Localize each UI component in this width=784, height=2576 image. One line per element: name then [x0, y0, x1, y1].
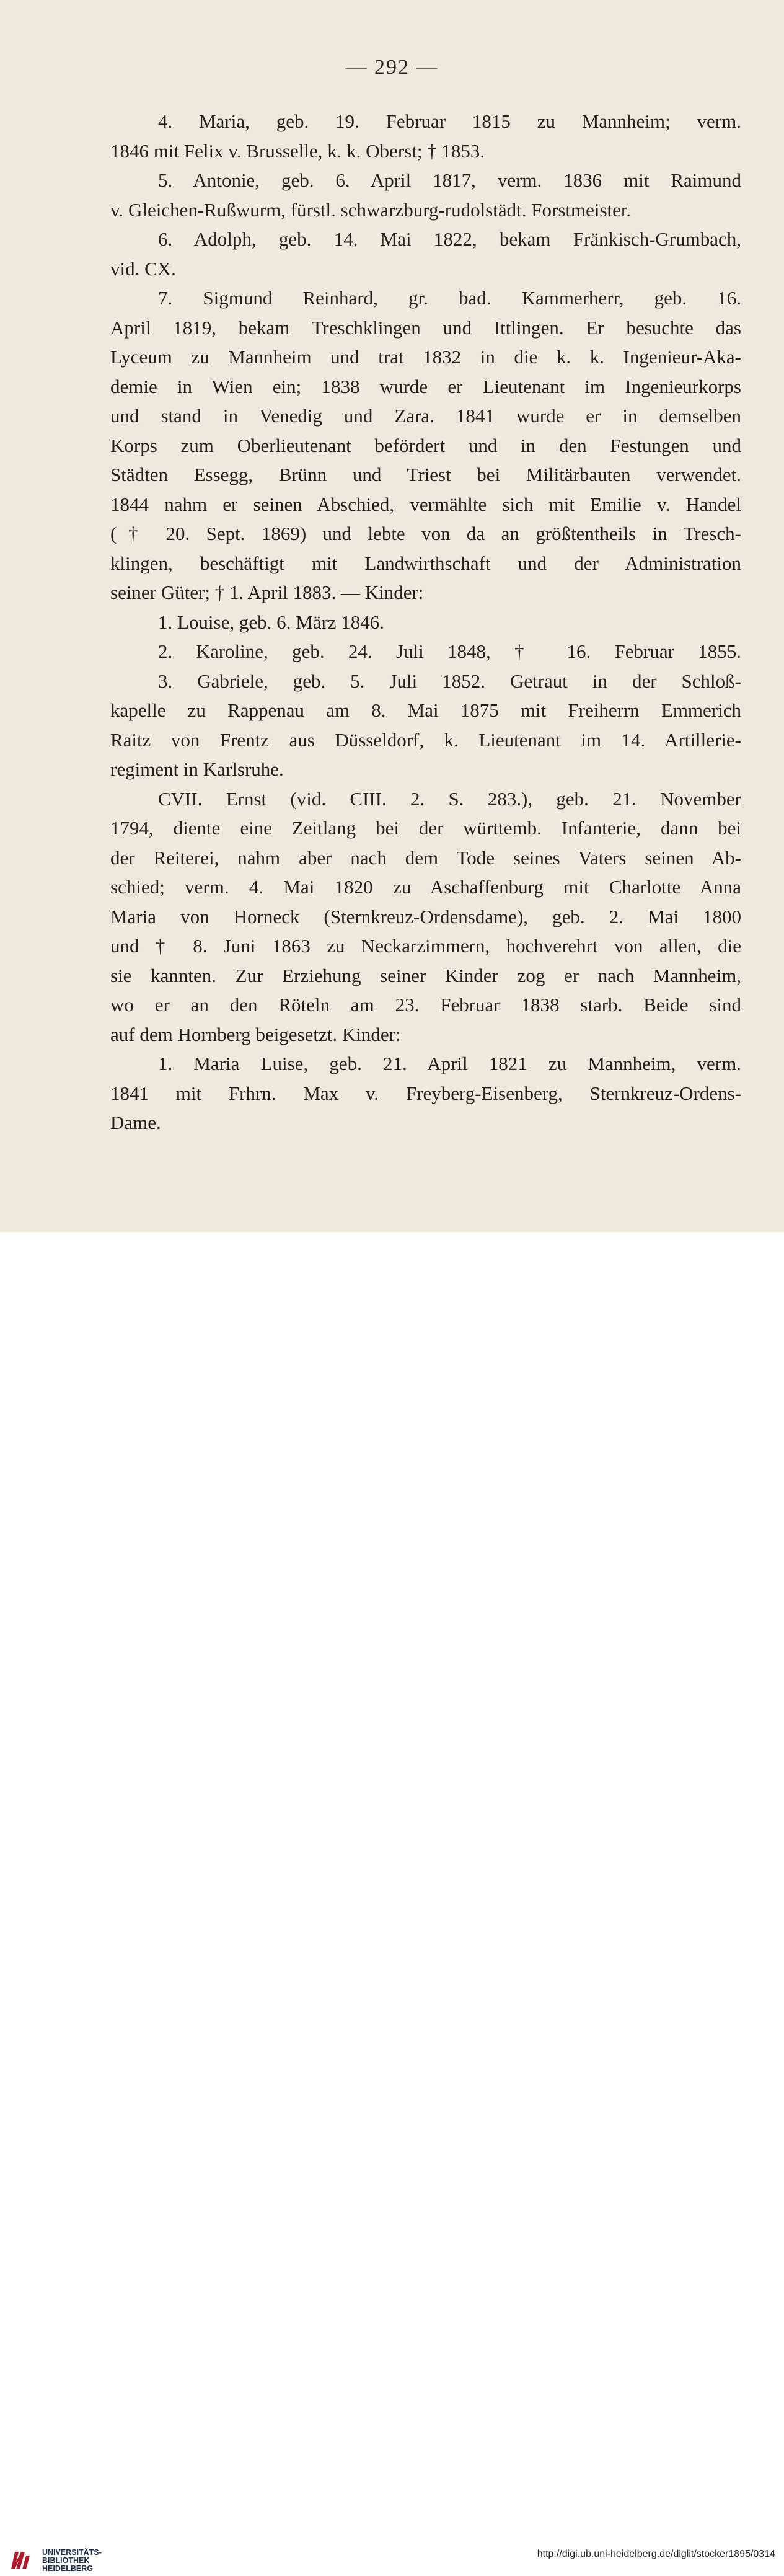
text-line: († 20. Sept. 1869) und lebte von da an größtentheils in Tresch- [110, 523, 741, 544]
text-line: CVII. Ernst (vid. CIII. 2. S. 283.), geb. 21. November [158, 787, 741, 810]
text-line: 3. Gabriele, geb. 5. Juli 1852. Getraut in der Schloß- [158, 670, 741, 692]
text-line: 1. Louise, geb. 6. März 1846. [158, 611, 385, 633]
text-line: sie kannten. Zur Erziehung seiner Kinder zog er nach Mannheim, [110, 964, 741, 986]
library-name [42, 2549, 102, 2573]
footer-bar [0, 1232, 784, 2573]
text-line: regiment in Karlsruhe. [110, 758, 284, 780]
text-line: klingen, beschäftigt mit Landwirthschaft und der Administration [110, 552, 741, 574]
text-line: 2. Karoline, geb. 24. Juli 1848, † 16. Februar 1855. [158, 640, 741, 662]
text-line: 1846 mit Felix v. Brusselle, k. k. Oberst; † 1853. [110, 139, 485, 162]
text-line: Städten Essegg, Brünn und Triest bei Militärbauten verwendet. [110, 464, 741, 485]
text-line: 4. Maria, geb. 19. Februar 1815 zu Mannheim; verm. [158, 110, 741, 132]
text-line: demie in Wien ein; 1838 wurde er Lieutenant im Ingenieurkorps [110, 375, 741, 397]
text-line: 7. Sigmund Reinhard, gr. bad. Kammerherr, geb. 16. [158, 287, 741, 309]
scanned-page [0, 0, 784, 1232]
library-logo[interactable] [7, 2545, 102, 2576]
text-line: vid. CX. [110, 257, 176, 280]
text-line: 1844 nahm er seinen Abschied, vermählte sich mit Emilie v. Handel [110, 493, 741, 515]
text-line: 5. Antonie, geb. 6. April 1817, verm. 1836 mit Raimund [158, 169, 741, 191]
text-line: schied; verm. 4. Mai 1820 zu Aschaffenburg mit Charlotte Anna [110, 876, 741, 898]
text-line: v. Gleichen-Rußwurm, fürstl. schwarzburg-rudolstädt. Forstmeister. [110, 198, 632, 221]
text-line: 1841 mit Frhrn. Max v. Freyberg-Eisenberg, Sternkreuz-Ordens- [110, 1082, 741, 1104]
text-line: Lyceum zu Mannheim und trat 1832 in die k. k. Ingenieur-Aka- [110, 346, 741, 368]
text-line: 6. Adolph, geb. 14. Mai 1822, bekam Fränkisch-Grumbach, [158, 228, 741, 250]
library-name-line: UNIVERSITÄTS- [42, 2547, 102, 2557]
text-line: 1. Maria Luise, geb. 21. April 1821 zu Mannheim, verm. [158, 1053, 741, 1074]
text-line: auf dem Hornberg beigesetzt. Kinder: [110, 1023, 401, 1045]
page-number: — 292 — [345, 56, 439, 79]
body-text [110, 107, 741, 1138]
text-line: Dame. [110, 1112, 161, 1133]
text-line: kapelle zu Rappenau am 8. Mai 1875 mit Freiherrn Emmerich [110, 699, 741, 721]
text-line: April 1819, bekam Treschklingen und Ittlingen. Er besuchte das [110, 316, 741, 339]
library-name-line: BIBLIOTHEK [42, 2556, 90, 2565]
text-line: Korps zum Oberlieutenant befördert und in den Festungen und [110, 434, 741, 456]
source-url-link[interactable]: http://digi.ub.uni-heidelberg.de/diglit/stocker1895/0314 [537, 2549, 775, 2559]
text-line: seiner Güter; † 1. April 1883. — Kinder: [110, 582, 424, 603]
text-line: wo er an den Röteln am 23. Februar 1838 starb. Beide sind [110, 994, 741, 1016]
university-seal-icon [7, 2548, 32, 2573]
text-line: 1794, diente eine Zeitlang bei der württemb. Infanterie, dann bei [110, 817, 741, 839]
text-line: der Reiterei, nahm aber nach dem Tode seines Vaters seinen Ab- [110, 846, 741, 869]
text-line: und stand in Venedig und Zara. 1841 wurde er in demselben [110, 405, 741, 427]
text-line: Maria von Horneck (Sternkreuz-Ordensdame), geb. 2. Mai 1800 [110, 905, 741, 927]
text-line: Raitz von Frentz aus Düsseldorf, k. Lieutenant im 14. Artillerie- [110, 728, 741, 751]
library-name-line: HEIDELBERG [42, 2564, 93, 2573]
text-line: und † 8. Juni 1863 zu Neckarzimmern, hochverehrt von allen, die [110, 935, 741, 957]
